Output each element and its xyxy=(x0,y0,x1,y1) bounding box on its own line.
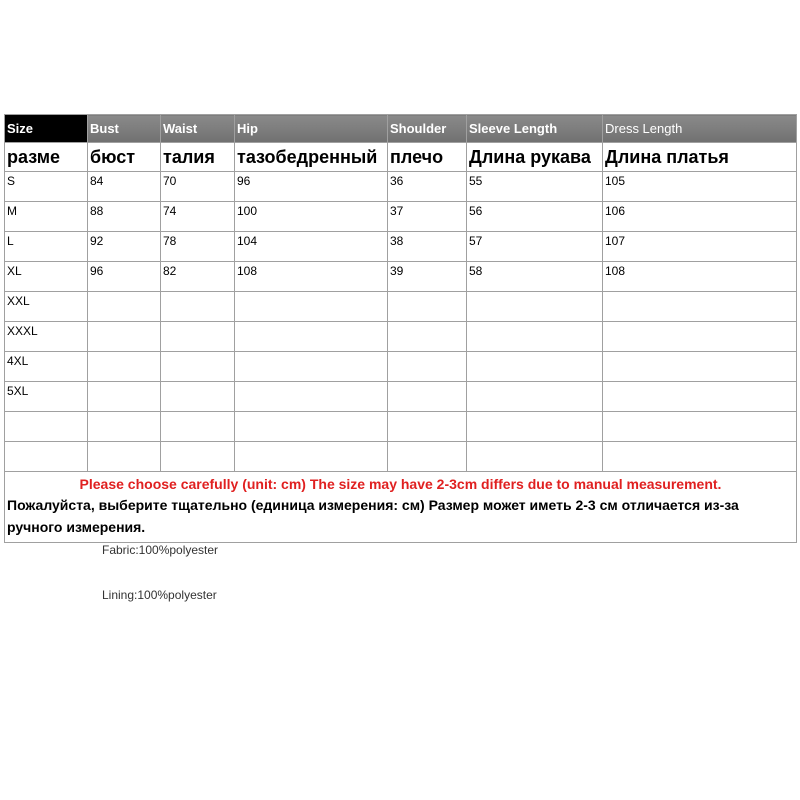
note-cell xyxy=(5,472,797,543)
table-row xyxy=(5,202,797,232)
header-cell-size: Size xyxy=(5,115,88,143)
cell-bust: 84 xyxy=(88,172,161,202)
cell-sleeve-length: 56 xyxy=(467,202,603,232)
cell-sleeve-length xyxy=(467,382,603,412)
cell-bust xyxy=(88,442,161,472)
cell-waist: 74 xyxy=(161,202,235,232)
cell-shoulder xyxy=(388,412,467,442)
table-row xyxy=(5,172,797,202)
header-cell-waist: Waist xyxy=(161,115,235,143)
header-cell-hip: Hip xyxy=(235,115,388,143)
cell-dress-length xyxy=(603,412,797,442)
cell-waist xyxy=(161,382,235,412)
table-row xyxy=(5,352,797,382)
cell-waist xyxy=(161,412,235,442)
cell-size: L xyxy=(5,232,88,262)
header-cell-sleeve-length: Sleeve Length xyxy=(467,115,603,143)
cell-dress-length xyxy=(603,292,797,322)
cell-shoulder xyxy=(388,292,467,322)
table-row xyxy=(5,382,797,412)
cell-dress-length: 105 xyxy=(603,172,797,202)
cell-sleeve-length xyxy=(467,412,603,442)
table-row xyxy=(5,262,797,292)
ru-header-cell-waist: талия xyxy=(161,143,235,172)
cell-hip xyxy=(235,382,388,412)
cell-size: S xyxy=(5,172,88,202)
cell-shoulder: 36 xyxy=(388,172,467,202)
cell-size: XL xyxy=(5,262,88,292)
cell-hip xyxy=(235,292,388,322)
cell-waist xyxy=(161,322,235,352)
cell-bust xyxy=(88,292,161,322)
cell-hip xyxy=(235,442,388,472)
cell-hip xyxy=(235,352,388,382)
cell-sleeve-length xyxy=(467,442,603,472)
cell-shoulder: 39 xyxy=(388,262,467,292)
cell-shoulder xyxy=(388,352,467,382)
russian-header-row xyxy=(5,143,797,172)
cell-shoulder xyxy=(388,382,467,412)
cell-hip: 96 xyxy=(235,172,388,202)
cell-sleeve-length: 55 xyxy=(467,172,603,202)
table-row xyxy=(5,442,797,472)
cell-size: 5XL xyxy=(5,382,88,412)
cell-waist xyxy=(161,442,235,472)
cell-bust xyxy=(88,322,161,352)
cell-size: M xyxy=(5,202,88,232)
cell-hip xyxy=(235,322,388,352)
table-row xyxy=(5,232,797,262)
cell-bust xyxy=(88,382,161,412)
cell-dress-length xyxy=(603,322,797,352)
cell-bust: 92 xyxy=(88,232,161,262)
table-row xyxy=(5,322,797,352)
ru-header-cell-shoulder: плечо xyxy=(388,143,467,172)
cell-dress-length xyxy=(603,352,797,382)
size-chart-table xyxy=(4,114,797,543)
cell-shoulder: 37 xyxy=(388,202,467,232)
cell-waist xyxy=(161,292,235,322)
cell-sleeve-length xyxy=(467,352,603,382)
cell-size: 4XL xyxy=(5,352,88,382)
ru-header-cell-size: разме xyxy=(5,143,88,172)
cell-waist xyxy=(161,352,235,382)
note-russian: Пожалуйста, выберите тщательно (единица измерения: см) Размер может иметь 2-3 см отличается из-за ручного измерения. xyxy=(7,497,739,535)
header-row xyxy=(5,115,797,143)
cell-shoulder xyxy=(388,322,467,352)
table-row xyxy=(5,292,797,322)
cell-dress-length xyxy=(603,382,797,412)
cell-sleeve-length: 58 xyxy=(467,262,603,292)
fabric-info: Fabric:100%polyester xyxy=(102,543,219,557)
cell-sleeve-length xyxy=(467,322,603,352)
cell-dress-length: 107 xyxy=(603,232,797,262)
cell-dress-length: 106 xyxy=(603,202,797,232)
cell-hip xyxy=(235,412,388,442)
header-cell-shoulder: Shoulder xyxy=(388,115,467,143)
cell-waist: 82 xyxy=(161,262,235,292)
cell-bust xyxy=(88,352,161,382)
table-row xyxy=(5,412,797,442)
cell-sleeve-length: 57 xyxy=(467,232,603,262)
cell-waist: 78 xyxy=(161,232,235,262)
cell-shoulder xyxy=(388,442,467,472)
cell-sleeve-length xyxy=(467,292,603,322)
note-english: Please choose carefully (unit: cm) The size may have 2-3cm differs due to manual measurement. xyxy=(79,476,722,492)
header-cell-bust: Bust xyxy=(88,115,161,143)
cell-bust: 96 xyxy=(88,262,161,292)
cell-waist: 70 xyxy=(161,172,235,202)
note-row xyxy=(5,472,797,543)
cell-hip: 108 xyxy=(235,262,388,292)
cell-size: XXL xyxy=(5,292,88,322)
cell-shoulder: 38 xyxy=(388,232,467,262)
cell-bust: 88 xyxy=(88,202,161,232)
cell-size xyxy=(5,442,88,472)
cell-dress-length xyxy=(603,442,797,472)
cell-size xyxy=(5,412,88,442)
lining-info: Lining:100%polyester xyxy=(102,588,217,602)
cell-hip: 104 xyxy=(235,232,388,262)
cell-size: XXXL xyxy=(5,322,88,352)
ru-header-cell-bust: бюст xyxy=(88,143,161,172)
cell-dress-length: 108 xyxy=(603,262,797,292)
ru-header-cell-hip: тазобедренный xyxy=(235,143,388,172)
cell-hip: 100 xyxy=(235,202,388,232)
ru-header-cell-sleeve-length: Длина рукава xyxy=(467,143,603,172)
header-cell-dress-length: Dress Length xyxy=(603,115,797,143)
cell-bust xyxy=(88,412,161,442)
ru-header-cell-dress-length: Длина платья xyxy=(603,143,797,172)
